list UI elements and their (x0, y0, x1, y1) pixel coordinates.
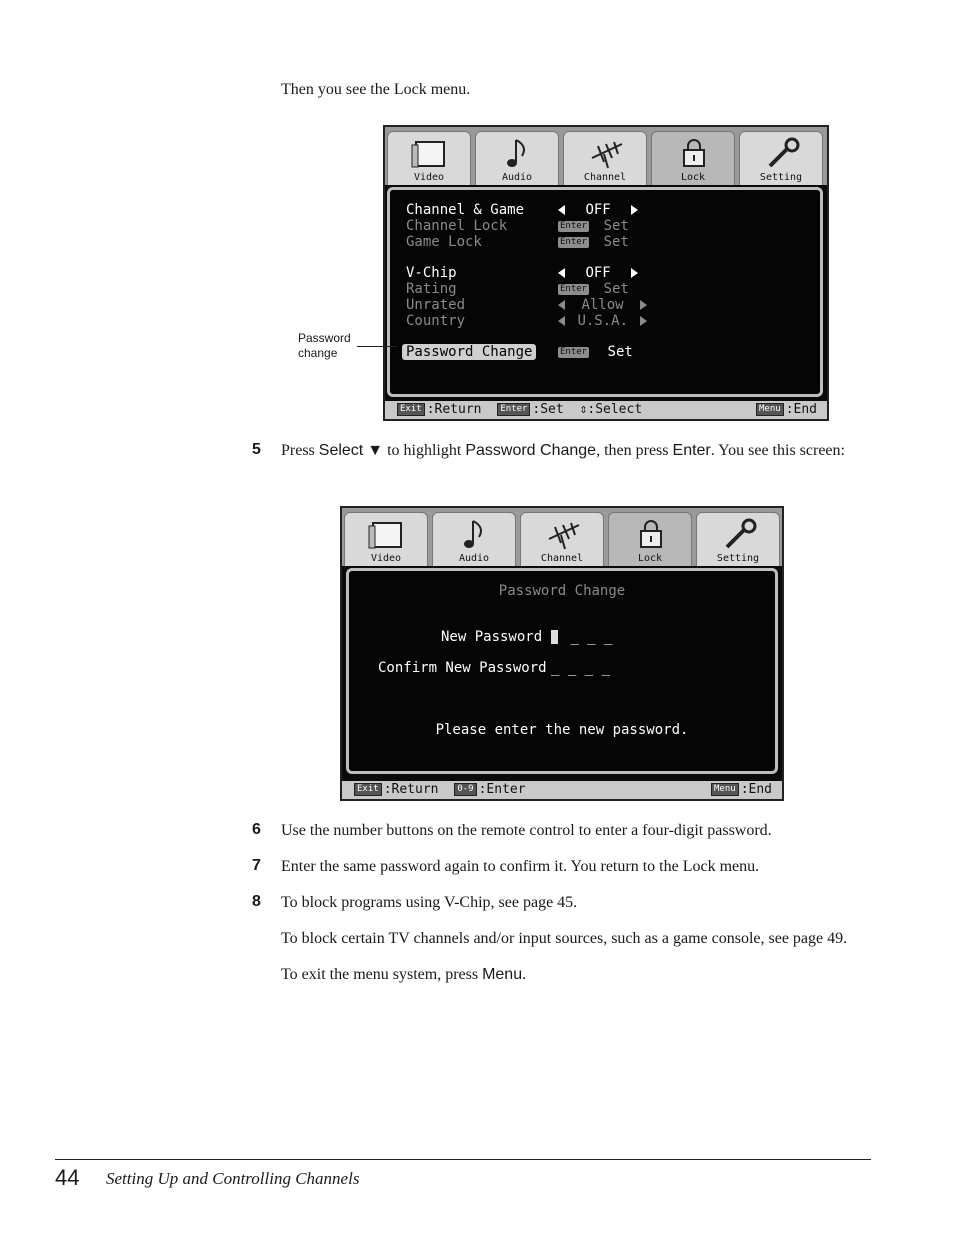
password-entry-panel (346, 568, 778, 774)
tab-channel[interactable]: Channel (563, 131, 647, 185)
menu-row-country[interactable]: Country (406, 313, 466, 329)
exit-key-icon: Exit (397, 403, 425, 416)
menu-row-channel-game[interactable] (406, 202, 524, 218)
step-5-text: Press Select ▼ to highlight Password Change, then press Enter. You see this screen: (281, 442, 845, 459)
menu-row-rating[interactable]: Rating (406, 281, 457, 297)
number-key-icon: 0-9 (454, 783, 476, 796)
tab-bar (385, 127, 827, 185)
password-change-screenshot (340, 506, 784, 801)
row-label: Channel & Game (406, 202, 525, 218)
video-icon (345, 517, 429, 551)
arrow-left-icon[interactable] (558, 205, 565, 215)
password-change-value[interactable]: Enter Set (560, 344, 633, 360)
confirm-password-field[interactable]: _ _ _ _ (551, 660, 611, 676)
status-bar: Exit :Return Enter :Set ⇕:Select Menu :End (385, 401, 827, 419)
tab-bar (342, 508, 782, 566)
antenna-icon (564, 136, 648, 170)
rating-value[interactable]: Enter Set (560, 281, 629, 297)
intro-text: Then you see the Lock menu. (281, 81, 471, 98)
arrow-right-icon[interactable] (631, 268, 638, 278)
step-7-text: Enter the same password again to confirm it. You return to the Lock menu. (281, 858, 760, 875)
enter-key-icon: Enter (560, 283, 588, 294)
wrench-icon (740, 136, 824, 170)
tab-channel[interactable]: Channel (520, 512, 604, 566)
lock-menu-screenshot (383, 125, 829, 421)
tab-video[interactable]: Video (387, 131, 471, 185)
music-note-icon (476, 136, 560, 170)
tab-video[interactable]: Video (344, 512, 428, 566)
lock-settings-panel (387, 187, 823, 397)
lock-icon (652, 136, 736, 170)
game-lock-value[interactable]: Enter Set (560, 234, 629, 250)
enter-key-icon: Enter (497, 403, 530, 416)
menu-row-game-lock[interactable]: Game Lock (406, 234, 482, 250)
tab-lock[interactable]: Lock (651, 131, 735, 185)
menu-row-password-change[interactable] (402, 344, 536, 360)
panel-title: Password Change (498, 583, 626, 599)
arrow-right-icon[interactable] (631, 205, 638, 215)
password-change-callout: Password change (298, 331, 351, 360)
country-value[interactable]: U.S.A. (558, 313, 647, 329)
text-cursor (551, 630, 558, 644)
menu-row-channel-lock[interactable]: Channel Lock (406, 218, 508, 234)
tab-audio[interactable]: Audio (475, 131, 559, 185)
callout-line (357, 346, 397, 347)
step-number: 8 (252, 893, 261, 910)
block-channels-paragraph: To block certain TV channels and/or input sources, such as a game console, see page 49. (281, 930, 848, 947)
vchip-value[interactable]: OFF (558, 265, 638, 281)
up-down-icon: ⇕ (579, 402, 588, 417)
menu-row-unrated[interactable]: Unrated (406, 297, 466, 313)
unrated-value[interactable]: Allow (558, 297, 647, 313)
enter-key-icon: Enter (560, 236, 588, 247)
menu-row-vchip[interactable]: V-Chip (406, 265, 457, 281)
lock-icon (609, 517, 693, 551)
menu-key-icon: Menu (711, 783, 739, 796)
antenna-icon (521, 517, 605, 551)
exit-key-icon: Exit (354, 783, 382, 796)
music-note-icon (433, 517, 517, 551)
confirm-password-label: Confirm New Password (378, 660, 547, 676)
step-8-text: To block programs using V-Chip, see page 45. (281, 894, 578, 911)
step-number: 7 (252, 857, 261, 874)
arrow-right-icon[interactable] (640, 316, 647, 326)
exit-menu-paragraph: To exit the menu system, press Menu. (281, 966, 527, 983)
step-number: 6 (252, 821, 261, 838)
arrow-right-icon[interactable] (640, 300, 647, 310)
page-number: 44 (55, 1165, 80, 1190)
tab-audio[interactable]: Audio (432, 512, 516, 566)
tab-setting[interactable]: Setting (696, 512, 780, 566)
arrow-left-icon[interactable] (558, 268, 565, 278)
tab-lock[interactable]: Lock (608, 512, 692, 566)
step-6-text: Use the number buttons on the remote control to enter a four-digit password. (281, 822, 772, 839)
status-bar: Exit :Return 0-9 :Enter Menu :End (342, 781, 782, 799)
channel-lock-value[interactable]: Enter Set (560, 218, 629, 234)
footer-rule (55, 1159, 871, 1160)
new-password-label: New Password (441, 629, 543, 645)
tab-setting[interactable]: Setting (739, 131, 823, 185)
wrench-icon (697, 517, 781, 551)
enter-key-icon: Enter (560, 220, 588, 231)
chapter-title: Setting Up and Controlling Channels (106, 1169, 360, 1188)
channel-game-value[interactable]: OFF (558, 202, 638, 218)
arrow-left-icon[interactable] (558, 316, 565, 326)
password-change-highlight: Password Change (402, 344, 536, 360)
new-password-field[interactable]: _ _ _ (551, 629, 613, 645)
instruction-message: Please enter the new password. (435, 722, 689, 738)
arrow-left-icon[interactable] (558, 300, 565, 310)
enter-key-icon: Enter (560, 346, 588, 357)
video-icon (388, 136, 472, 170)
menu-key-icon: Menu (756, 403, 784, 416)
step-number: 5 (252, 441, 261, 458)
